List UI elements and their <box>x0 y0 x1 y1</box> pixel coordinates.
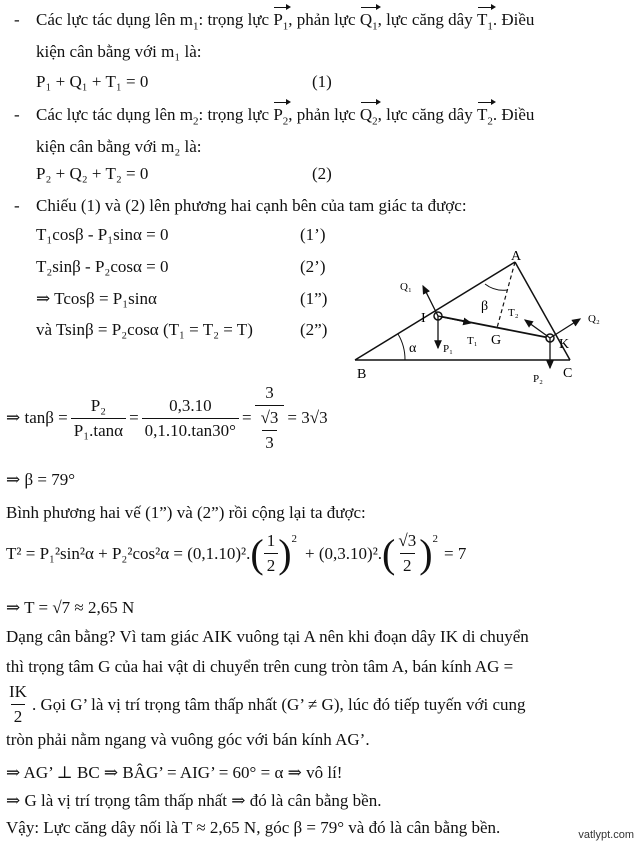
angle-alpha-arc <box>398 334 405 360</box>
bullet-1: - <box>14 10 20 29</box>
tan-f1-den: P₁.tanα <box>71 418 126 441</box>
tan-f3-den-bot: 3 <box>262 430 277 453</box>
tsq-mid: + (0,3.10)². <box>305 543 383 563</box>
tsq-h1-den: 2 <box>264 553 279 576</box>
intro2-line2: kiện cân bằng với m₂ là: <box>36 137 202 156</box>
stab-line1: Dạng cân bằng? Vì tam giác AIK vuông tại A nên khi đoạn dây IK di chuyển <box>6 627 529 646</box>
stab-line7: Vậy: Lực căng dây nối là T ≈ 2,65 N, góc β = 79° và đó là cân bằng bền. <box>6 818 501 837</box>
label-b: B <box>357 367 367 382</box>
eq-2-num: (2) <box>312 164 332 183</box>
stab-line3-text: . Gọi G’ là vị trí trọng tâm thấp nhất (G’ ≠ G), lúc đó tiếp tuyến với cung <box>31 694 526 714</box>
t-squared-eq: T² = P₁²sin²α + P₂²cos²α = (0,1.10)². ( $\frac{1}{2}$ ) $^2$ + (0,3.10)². ( $\frac{√3}{2}$ ) $^2$ = 7 <box>6 530 467 576</box>
intro2-text-e: . Điều <box>492 105 535 124</box>
watermark: vatlypt.com <box>578 829 634 841</box>
eq-1-num: (1) <box>312 72 332 91</box>
stab-line2: thì trọng tâm G của hai vật di chuyển trên cung tròn tâm A, bán kính AG = <box>6 657 514 676</box>
vec-q2: $Q_2$ <box>360 105 378 131</box>
tan-f2-num: 0,3.10 <box>169 395 212 415</box>
proj-eq-4: và Tsinβ = P₂cosα (T₁ = T₂ = T) <box>36 320 253 339</box>
intro2-line1 <box>36 105 534 131</box>
label-k: K <box>559 337 570 352</box>
tsq-root3-half <box>395 531 419 576</box>
label-c: C <box>563 366 573 381</box>
stab-frac-den: 2 <box>11 704 26 727</box>
tan-beta-eq <box>6 383 328 453</box>
intro1-text-c: , phản lực <box>288 10 360 29</box>
intro1-sub: 1 <box>192 20 199 33</box>
label-t2: T₂ <box>508 307 519 319</box>
label-q2: Q₂ <box>588 313 600 325</box>
tan-frac-3 <box>255 383 285 453</box>
tsq-half <box>264 531 279 576</box>
tan-frac-2 <box>142 396 239 441</box>
label-a: A <box>511 249 522 264</box>
tsq-h1-num: 1 <box>266 531 276 550</box>
tan-result: = 3√3 <box>287 408 328 427</box>
vec-t1: $T_1$ <box>477 10 493 36</box>
proj-text: Chiếu (1) và (2) lên phương hai cạnh bên của tam giác ta được: <box>36 196 467 215</box>
vector-t1 <box>438 316 471 323</box>
tan-f3-num: 3 <box>265 383 274 402</box>
vec-q1: $Q_1$ <box>360 10 378 36</box>
proj-eq-3-num: (1”) <box>300 289 328 308</box>
tsq-h2-den: 2 <box>400 553 415 576</box>
tsq-result: = 7 <box>444 543 467 563</box>
intro2-text-a: Các lực tác dụng lên m <box>36 105 193 124</box>
bullet-3: - <box>14 196 20 215</box>
incline-diagram <box>345 240 635 390</box>
label-g: G <box>491 333 502 348</box>
tan-eq2: = <box>241 408 252 427</box>
vec-p1: $P_1$ <box>273 10 288 36</box>
intro1-text-d: , lực căng dây <box>377 10 477 29</box>
proj-eq-1-num: (1’) <box>300 225 326 244</box>
eq-1: P₁ + Q₁ + T₁ = 0 <box>36 72 149 91</box>
label-p1: P₁ <box>443 343 453 355</box>
stab-frac-num: IK <box>9 682 27 701</box>
intro1-text-a: Các lực tác dụng lên m <box>36 10 193 29</box>
label-p2: P₂ <box>533 373 543 385</box>
intro2-text-c: , phản lực <box>288 105 360 124</box>
squaring-text: Bình phương hai vế (1”) và (2”) rồi cộng lại ta được: <box>6 503 366 522</box>
stab-line4: tròn phải nằm ngang và vuông góc với bán kính AG’. <box>6 730 370 749</box>
proj-eq-2: T₂sinβ - P₂cosα = 0 <box>36 257 169 276</box>
vec-p2: $P_2$ <box>273 105 288 131</box>
label-q1: Q₁ <box>400 281 412 293</box>
stab-line6: ⇒ G là vị trí trọng tâm thấp nhất ⇒ đó là cân bằng bền. <box>6 791 382 810</box>
vec-t2: $T_2$ <box>477 105 493 131</box>
intro1-text-e: . Điều <box>492 10 535 29</box>
angle-beta-arc <box>485 284 507 290</box>
stab-line5: ⇒ AG’ ⊥ BC ⇒ BÂG’ = AIG’ = 60° = α ⇒ vô lí! <box>6 763 343 782</box>
tan-frac-1 <box>71 396 126 441</box>
beta-result: ⇒ β = 79° <box>6 470 76 489</box>
proj-eq-1: T₁cosβ - P₁sinα = 0 <box>36 225 169 244</box>
proj-eq-2-num: (2’) <box>300 257 326 276</box>
bullet-2: - <box>14 105 20 124</box>
tan-f3-den <box>255 405 285 453</box>
tan-f2-den: 0,1.10.tan30° <box>142 418 239 441</box>
label-alpha: α <box>409 341 417 356</box>
tsq-h2-num: √3 <box>398 531 417 550</box>
stab-line3 <box>6 682 526 727</box>
intro2-text-b: : trọng lực <box>198 105 274 124</box>
t-value: ⇒ T = √7 ≈ 2,65 N <box>6 598 135 617</box>
intro1-line1 <box>36 10 534 36</box>
proj-eq-4-num: (2”) <box>300 320 328 339</box>
label-i: I <box>421 311 426 326</box>
tan-eq1: = <box>129 408 139 427</box>
label-t1: T₁ <box>467 335 478 347</box>
intro1-text-b: : trọng lực <box>198 10 274 29</box>
eq-2: P₂ + Q₂ + T₂ = 0 <box>36 164 149 183</box>
label-beta: β <box>481 299 489 314</box>
intro1-line2: kiện cân bằng với m₁ là: <box>36 42 202 61</box>
intro2-sub: 2 <box>192 115 199 128</box>
tan-f1-num: P₂ <box>90 395 107 415</box>
intro2-text-d: , lực căng dây <box>377 105 477 124</box>
tan-f3-den-top: √3 <box>260 408 279 427</box>
proj-eq-3: ⇒ Tcosβ = P₁sinα <box>36 289 157 308</box>
stab-frac <box>6 682 30 727</box>
vector-q2 <box>550 319 580 338</box>
tsq-lhs: T² = P₁²sin²α + P₂²cos²α = (0,1.10)². <box>6 543 251 563</box>
tan-lhs: ⇒ tanβ = <box>6 408 68 427</box>
